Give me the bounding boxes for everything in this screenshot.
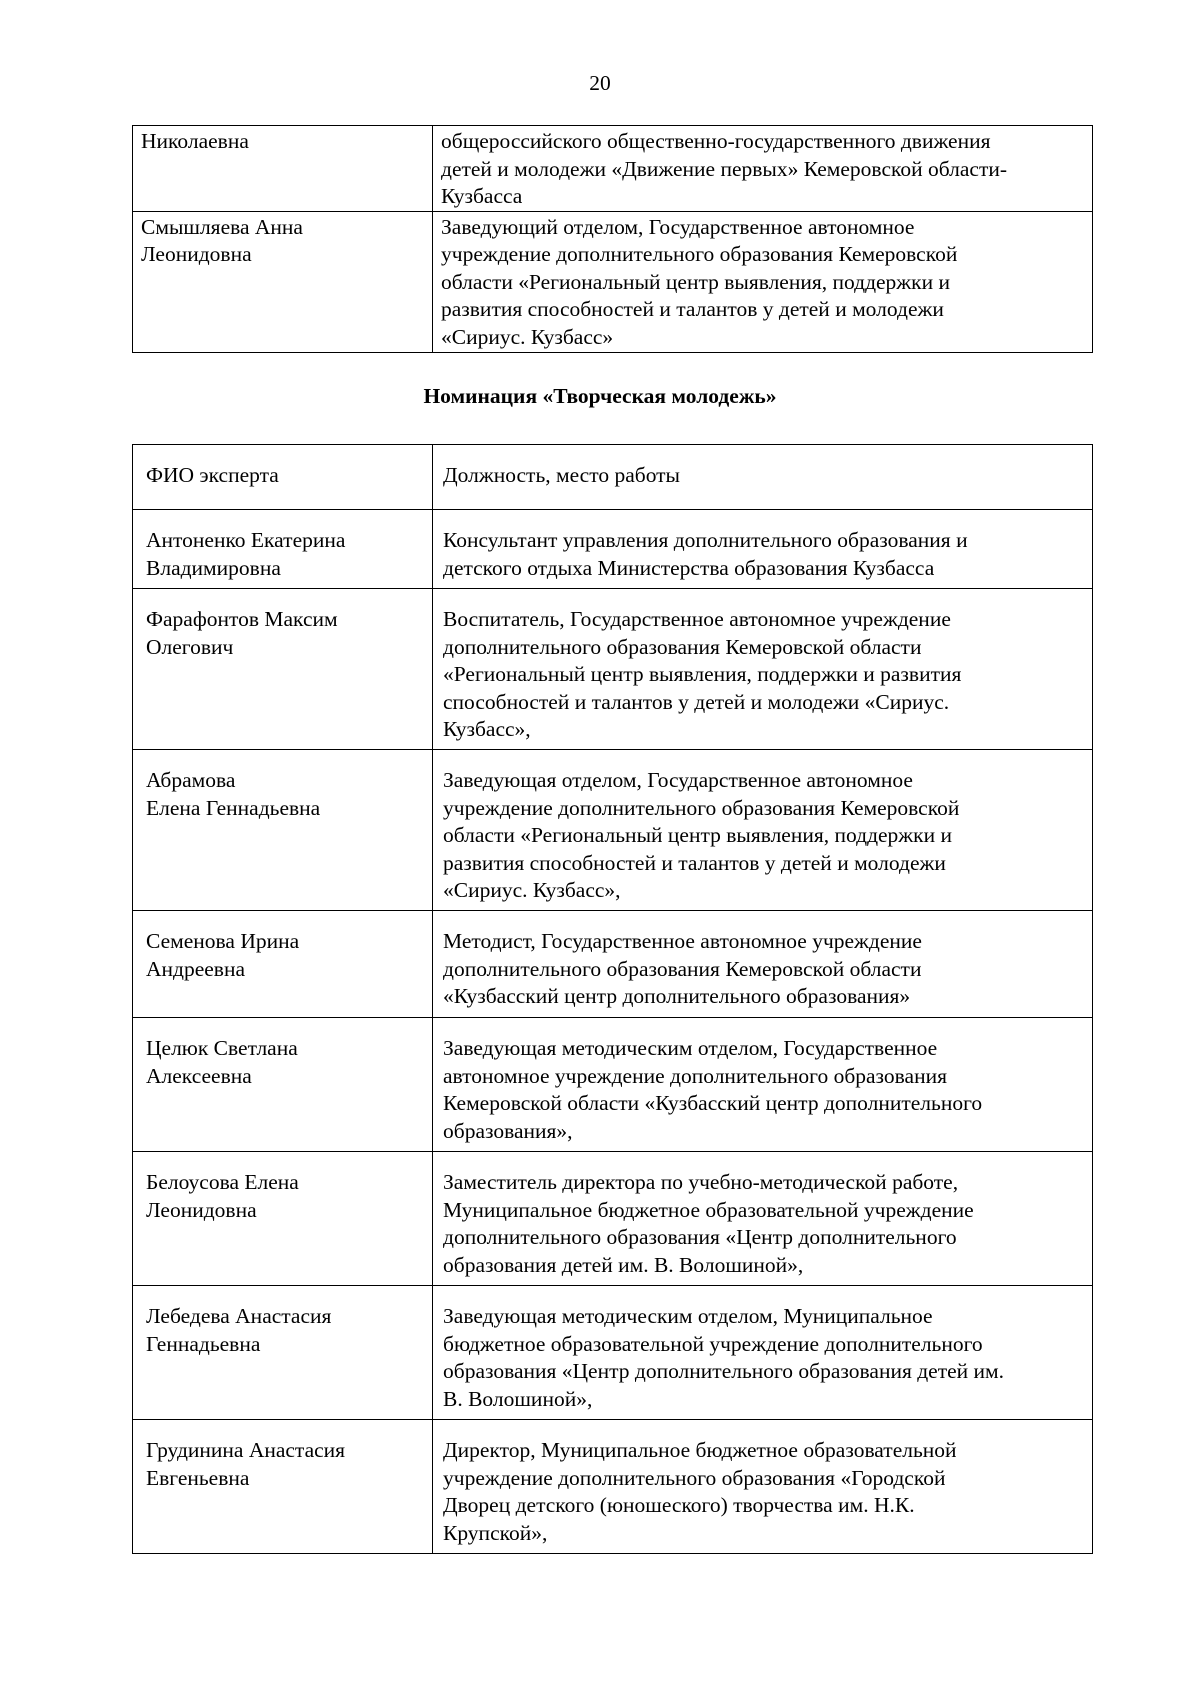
table-row xyxy=(133,1152,1093,1286)
expert-name: Грудинина Анастасия Евгеньевна xyxy=(146,1438,346,1490)
expert-position: Воспитатель, Государственное автономное учреждение дополнительного образования Кемеровской области «Региональный центр выявления, поддержки и развития способностей и талантов у детей и молодежи «Сириус. Кузбасс», xyxy=(443,607,962,741)
column-header-position: Должность, место работы xyxy=(443,463,681,487)
continued-experts-table xyxy=(132,125,1093,353)
table-row xyxy=(133,211,1093,352)
expert-position: Консультант управления дополнительного образования и детского отдыха Министерства образования Кузбасса xyxy=(443,528,968,580)
expert-name-cell xyxy=(133,126,433,212)
expert-position-cell xyxy=(433,1286,1093,1420)
expert-name-cell xyxy=(133,1286,433,1420)
expert-position-cell xyxy=(433,211,1093,352)
expert-name: Фарафонтов Максим Олегович xyxy=(146,607,338,659)
expert-name: Целюк Светлана Алексеевна xyxy=(146,1036,298,1088)
column-header-name: ФИО эксперта xyxy=(146,463,279,487)
table-row xyxy=(133,911,1093,1018)
expert-position-cell xyxy=(433,510,1093,589)
table-header-row xyxy=(133,445,1093,510)
expert-position: Заместитель директора по учебно-методической работе, Муниципальное бюджетное образовательной учреждение дополнительного образования «Центр дополнительного образования детей им. В. Волошиной», xyxy=(443,1170,974,1277)
section-heading: Номинация «Творческая молодежь» xyxy=(423,384,777,408)
expert-name-cell xyxy=(133,911,433,1018)
expert-position-cell xyxy=(433,126,1093,212)
expert-position: Заведующая методическим отделом, Муниципальное бюджетное образовательной учреждение дополнительного образования «Центр дополнительного образования детей им. В. Волошиной», xyxy=(443,1304,1005,1411)
expert-name: Абрамова Елена Геннадьевна xyxy=(146,768,321,820)
header-name-cell xyxy=(133,445,433,510)
expert-name-cell xyxy=(133,1152,433,1286)
expert-name-cell xyxy=(133,1018,433,1152)
expert-name-cell xyxy=(133,510,433,589)
header-position-cell xyxy=(433,445,1093,510)
expert-position: Заведующий отделом, Государственное автономное учреждение дополнительного образования Кемеровской области «Региональный центр выявления, поддержки и развития способностей и талантов у детей и молодежи «Сириус. Кузбасс» xyxy=(441,214,958,349)
table-row xyxy=(133,1286,1093,1420)
expert-name: Смышляева Анна Леонидовна xyxy=(141,214,303,266)
expert-position: Заведующая отделом, Государственное автономное учреждение дополнительного образования Кемеровской области «Региональный центр выявления, поддержки и развития способностей и талантов у детей и молодежи «Сириус. Кузбасс», xyxy=(443,768,960,902)
expert-name: Белоусова Елена Леонидовна xyxy=(146,1170,299,1222)
expert-name-cell xyxy=(133,750,433,911)
expert-name-cell xyxy=(133,211,433,352)
expert-position-cell xyxy=(433,589,1093,750)
expert-position: Заведующая методическим отделом, Государственное автономное учреждение дополнительного образования Кемеровской области «Кузбасский центр дополнительного образования», xyxy=(443,1036,983,1143)
expert-position: общероссийского общественно-государственного движения детей и молодежи «Движение первых» Кемеровской области- Кузбасса xyxy=(441,129,1008,208)
expert-position-cell xyxy=(433,1420,1093,1554)
expert-position: Директор, Муниципальное бюджетное образовательной учреждение дополнительного образования «Городской Дворец детского (юношеского) творчества им. Н.К. Крупской», xyxy=(443,1438,957,1545)
expert-position-cell xyxy=(433,1152,1093,1286)
table-row xyxy=(133,126,1093,212)
expert-name-cell xyxy=(133,589,433,750)
page-number: 20 xyxy=(589,71,611,95)
expert-position-cell xyxy=(433,911,1093,1018)
expert-position-cell xyxy=(433,750,1093,911)
table-row xyxy=(133,1420,1093,1554)
table-row xyxy=(133,750,1093,911)
expert-name: Семенова Ирина Андреевна xyxy=(146,929,300,981)
table-row xyxy=(133,1018,1093,1152)
expert-position-cell xyxy=(433,1018,1093,1152)
table-row xyxy=(133,589,1093,750)
creative-youth-experts-table xyxy=(132,444,1093,1554)
expert-name: Николаевна xyxy=(141,129,249,153)
table-row xyxy=(133,510,1093,589)
expert-name: Лебедева Анастасия Геннадьевна xyxy=(146,1304,332,1356)
expert-name-cell xyxy=(133,1420,433,1554)
expert-name: Антоненко Екатерина Владимировна xyxy=(146,528,346,580)
expert-position: Методист, Государственное автономное учреждение дополнительного образования Кемеровской области «Кузбасский центр дополнительного образования» xyxy=(443,929,922,1008)
